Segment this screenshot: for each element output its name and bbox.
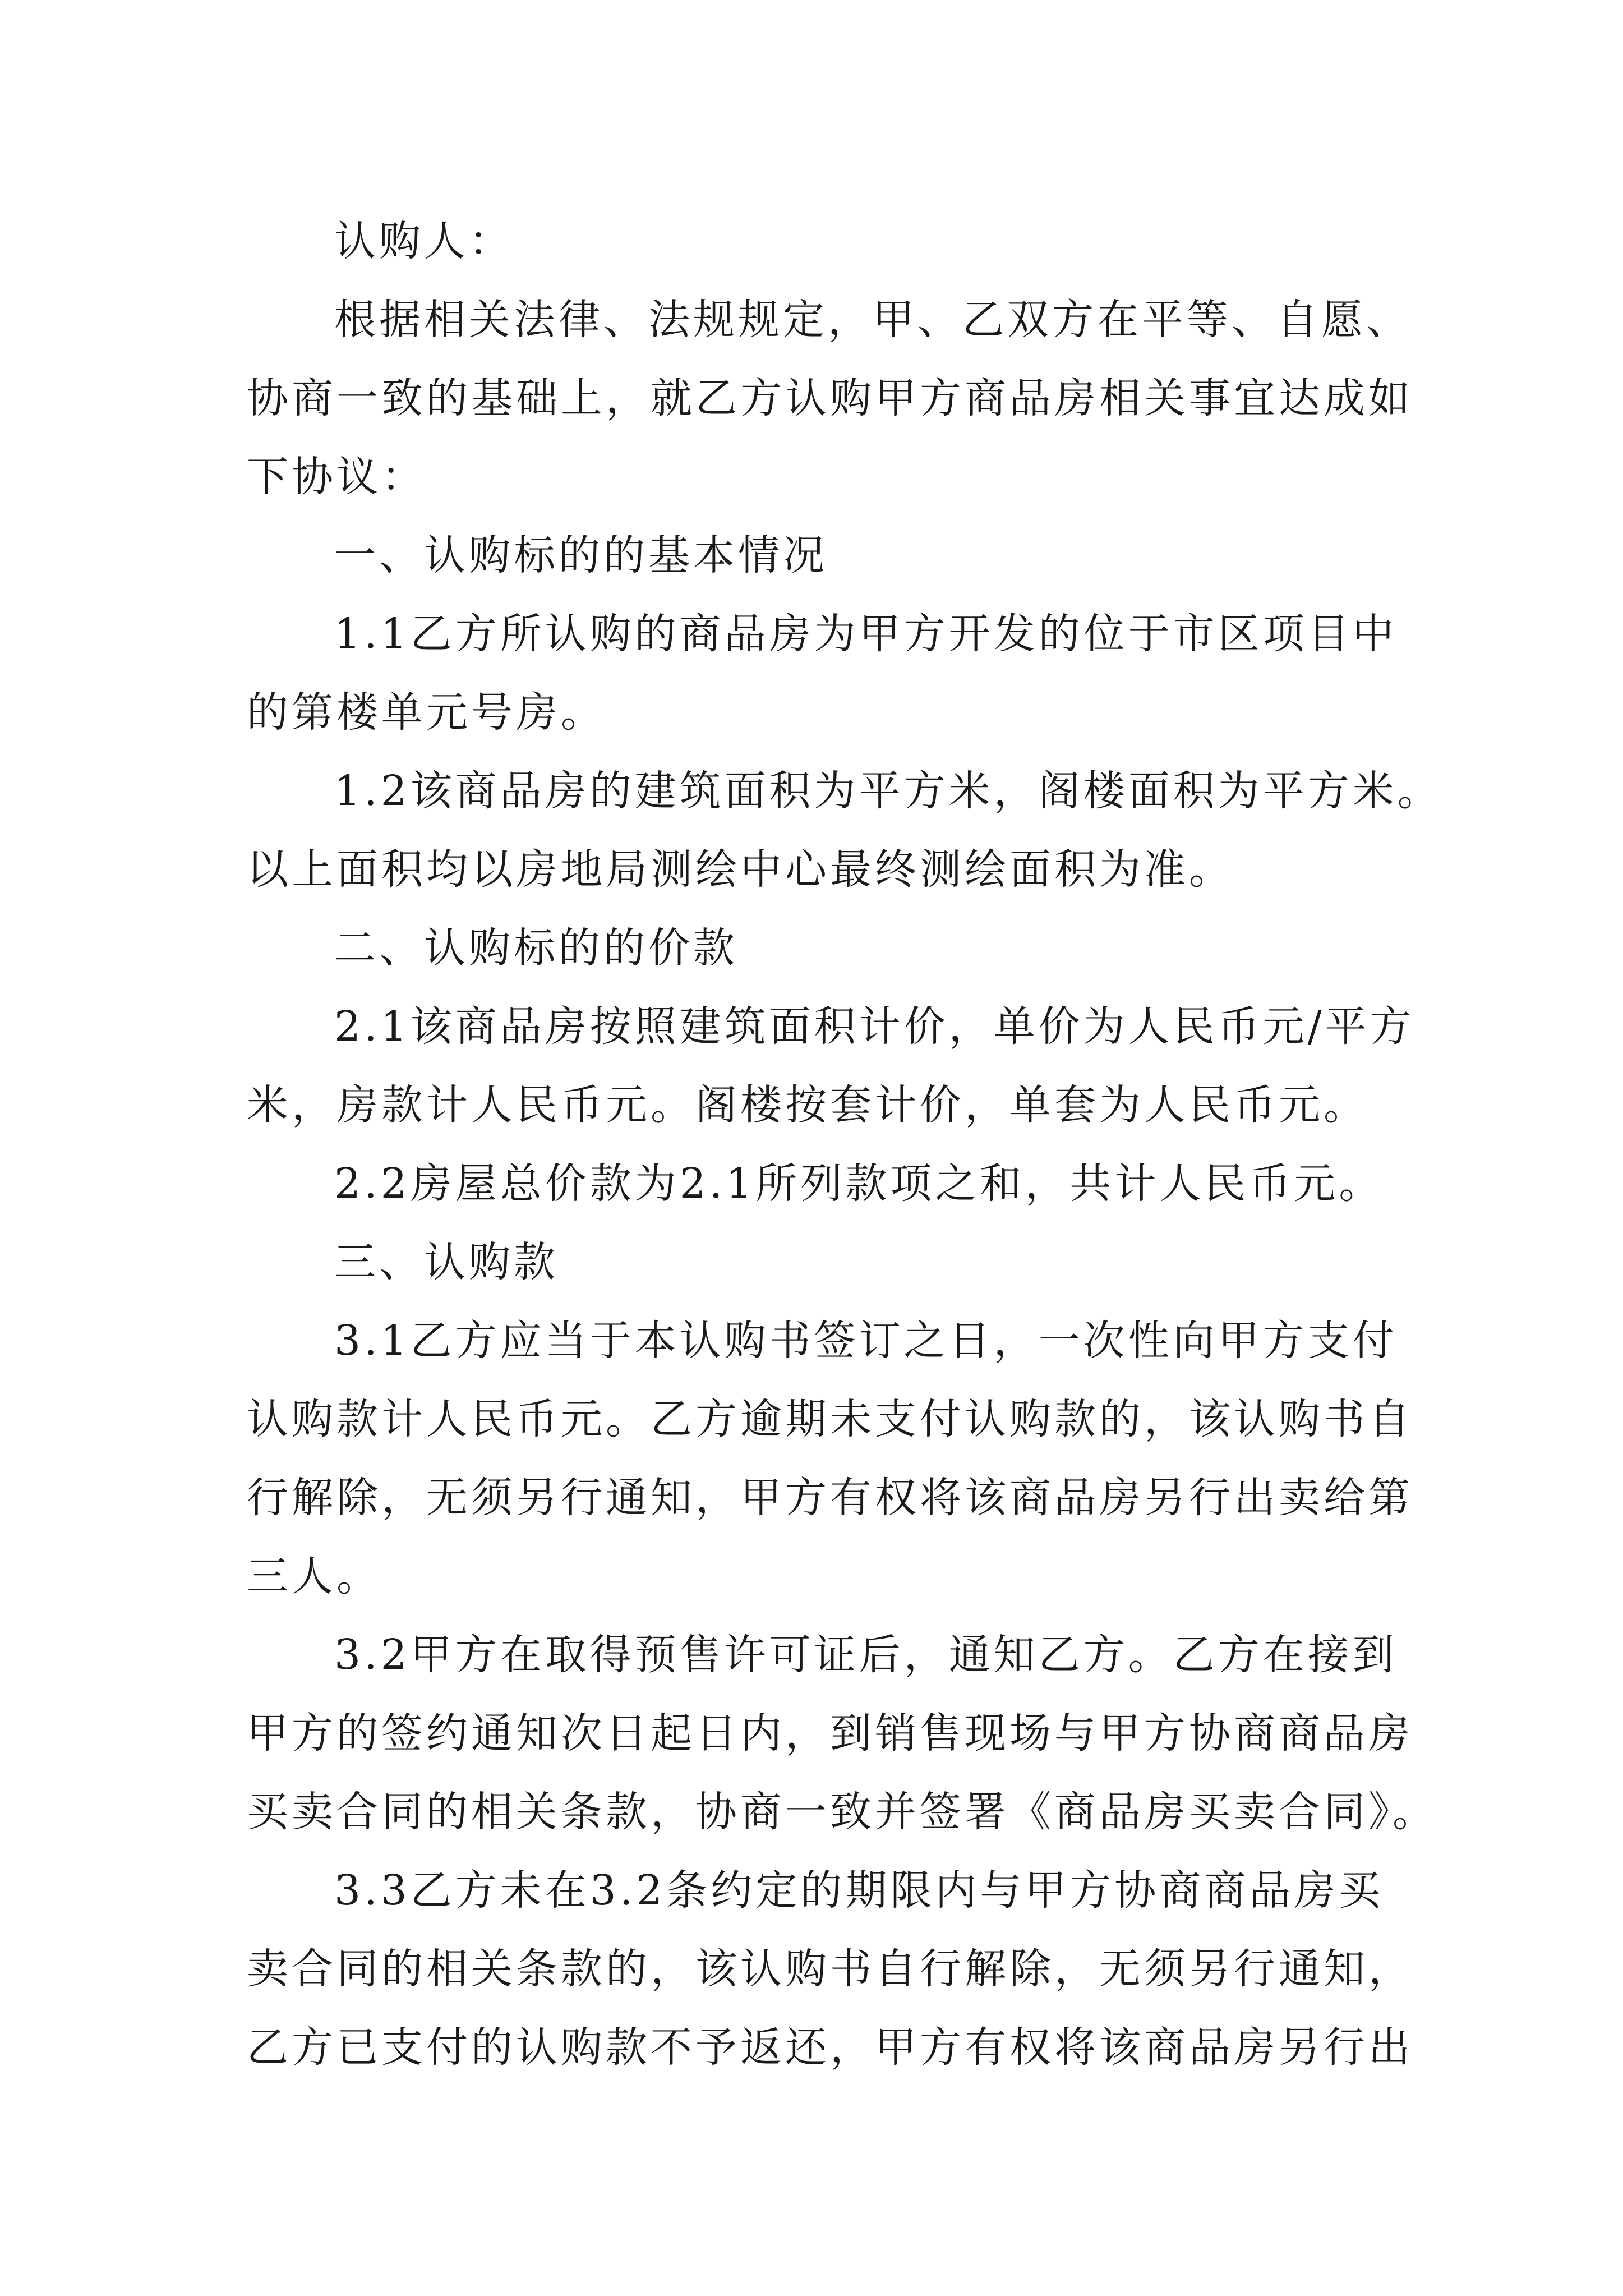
text-line: 3.2甲方在取得预售许可证后，通知乙方。乙方在接到 <box>334 1631 1398 1679</box>
text-line: 3.1乙方应当于本认购书签订之日，一次性向甲方支付 <box>334 1317 1398 1365</box>
text-line: 认购款计人民币元。乙方逾期未支付认购款的，该认购书自 <box>247 1395 1413 1443</box>
text-line: 2.2房屋总价款为2.1所列款项之和，共计人民币元。 <box>334 1159 1384 1208</box>
text-line: 三人。 <box>247 1552 381 1600</box>
text-line: 买卖合同的相关条款，协商一致并签署《商品房买卖合同》。 <box>247 1788 1437 1836</box>
text-line: 行解除，无须另行通知，甲方有权将该商品房另行出卖给第 <box>247 1474 1413 1522</box>
text-line: 卖合同的相关条款的，该认购书自行解除，无须另行通知， <box>247 1945 1413 1993</box>
text-line: 2.1该商品房按照建筑面积计价，单价为人民币元/平方 <box>334 1002 1415 1051</box>
text-line: 下协议： <box>247 453 426 501</box>
text-line: 认购人： <box>334 217 514 265</box>
text-line: 以上面积均以房地局测绘中心最终测绘面积为准。 <box>247 845 1234 894</box>
section-heading: 二、认购标的的价款 <box>334 924 738 972</box>
text-line: 3.3乙方未在3.2条约定的期限内与甲方协商商品房买 <box>334 1866 1384 1915</box>
section-heading: 一、认购标的的基本情况 <box>334 531 828 579</box>
text-line: 甲方的签约通知次日起日内，到销售现场与甲方协商商品房 <box>247 1709 1413 1757</box>
text-line: 乙方已支付的认购款不予返还，甲方有权将该商品房另行出 <box>247 2023 1413 2072</box>
text-line: 协商一致的基础上，就乙方认购甲方商品房相关事宜达成如 <box>247 374 1413 422</box>
text-line: 的第楼单元号房。 <box>247 688 606 737</box>
text-line: 1.2该商品房的建筑面积为平方米，阁楼面积为平方米。 <box>334 767 1442 815</box>
text-line: 米，房款计人民币元。阁楼按套计价，单套为人民币元。 <box>247 1081 1368 1129</box>
section-heading: 三、认购款 <box>334 1238 559 1286</box>
text-line: 1.1乙方所认购的商品房为甲方开发的位于市区项目中 <box>334 610 1398 658</box>
text-line: 根据相关法律、法规规定，甲、乙双方在平等、自愿、 <box>334 296 1411 344</box>
